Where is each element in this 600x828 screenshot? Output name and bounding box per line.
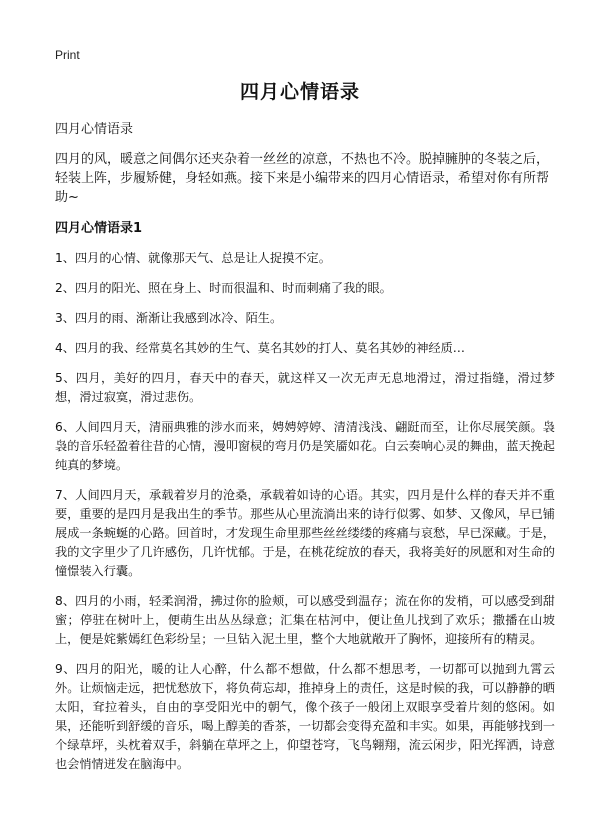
quote-item: 2、四月的阳光、照在身上、时而很温和、时而刺痛了我的眼。 [55,281,392,295]
quote-item: 4、四月的我、经常莫名其妙的生气、莫名其妙的打人、莫名其妙的神经质… [55,341,465,355]
section-heading: 四月心情语录1 [55,221,143,236]
print-link[interactable]: Print [55,48,80,62]
quote-item: 5、四月，美好的四月，春天中的春天，就这样又一次无声无息地滑过，滑过指缝，滑过梦想，滑过寂寞，滑过悲伤。 [55,371,555,404]
article-intro: 四月的风，暖意之间偶尔还夹杂着一丝丝的凉意，不热也不冷。脱掉臃肿的冬装之后，轻装上阵，步履矫健，身轻如燕。接下来是小编带来的四月心情语录，希望对你有所帮助~ [55,152,550,205]
article-body [55,120,555,785]
quote-item: 1、四月的心情、就像那天气、总是让人捉摸不定。 [55,251,331,265]
quote-item: 7、人间四月天，承载着岁月的沧桑，承载着如诗的心语。其实，四月是什么样的春天并不重要，重要的是四月是我出生的季节。那些从心里流淌出来的诗行似雾、如梦、又像风，早已铺展成一条蜿蜒的心路。回首时，才发现生命里那些丝丝缕缕的疼痛与哀愁，早已深藏。于是，我的文字里少了几许感伤，几许忧郁。于是，在桃花绽放的春天，我将美好的夙愿和对生命的憧憬装入行囊。 [55,488,555,578]
article-subtitle: 四月心情语录 [55,122,134,137]
quote-item: 3、四月的雨、渐渐让我感到冰冷、陌生。 [55,311,283,325]
quote-item: 9、四月的阳光，暖的让人心醉，什么都不想做，什么都不想思考，一切都可以抛到九霄云外。让烦恼走远，把忧愁放下，将负荷忘却，推掉身上的责任，这是时候的我，可以静静的晒太阳，耷拉着头，自由的享受阳光中的朝气，像个孩子一般闭上双眼享受着片刻的悠闲。如果，还能听到舒缓的音乐，喝上醇美的香茶，一切都会变得充盈和丰实。如果，再能够找到一个绿草坪，头枕着双手，斜躺在草坪之上，仰望苍穹，飞鸟翱翔，流云闲步，阳光挥洒，诗意也会悄情迸发在脑海中。 [55,662,555,771]
quote-item: 6、人间四月天，清丽典雅的涉水而来，娉娉婷婷、清清浅浅、翩跹而至，让你尽展笑颜。袅袅的音乐轻盈着往昔的心情，漫叩窗棂的弯月仍是笑靥如花。白云奏响心灵的舞曲，蓝天挽起纯真的梦境。 [55,420,555,472]
quote-item: 8、四月的小雨，轻柔润滑，拂过你的脸颊，可以感受到温存；流在你的发梢，可以感受到甜蜜；停驻在树叶上，便萌生出丛丛绿意；汇集在枯河中，便让鱼儿找到了欢乐；撒播在山坡上，便是姹紫嫣红色彩纷呈；一旦钻入泥土里，整个大地就敞开了胸怀，迎接所有的精灵。 [55,594,555,646]
page-title: 四月心情语录 [239,81,360,103]
